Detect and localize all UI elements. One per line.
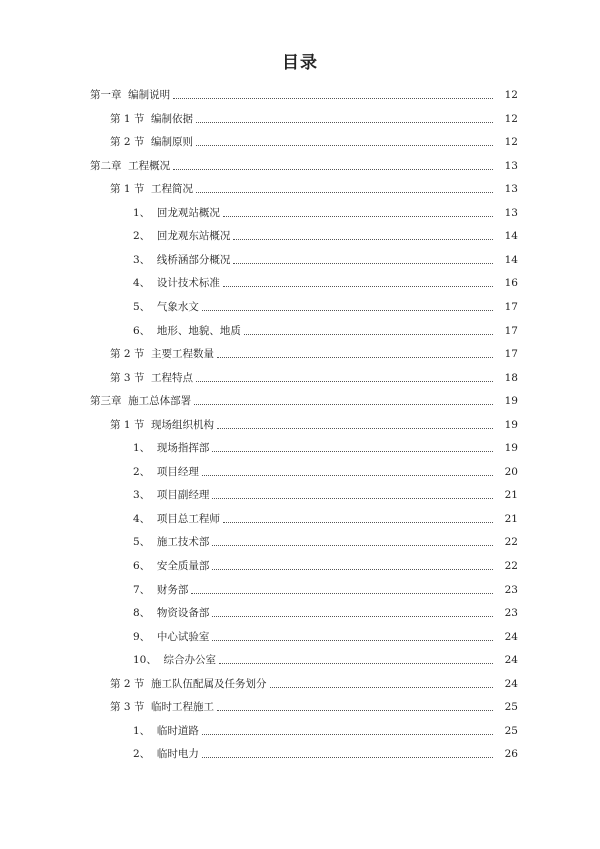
toc-entry-label: 1、 回龙观站概况 <box>133 206 220 219</box>
toc-entry[interactable] <box>0 620 600 644</box>
toc-entry[interactable] <box>0 525 600 549</box>
toc-entry-label: 第 2 节 主要工程数量 <box>110 348 215 361</box>
toc-entry[interactable] <box>0 266 600 290</box>
toc-entry-label: 1、 现场指挥部 <box>133 442 210 455</box>
toc-entry-label: 2、 项目经理 <box>133 465 199 478</box>
toc-entry-page-number: 19 <box>504 442 518 455</box>
toc-entry-page-number: 19 <box>504 418 518 431</box>
toc-entry-page-number: 24 <box>504 630 518 643</box>
toc-entry-page-number: 19 <box>504 395 518 408</box>
toc-entry-label: 2、 回龙观东站概况 <box>133 230 231 243</box>
toc-leader-dots <box>219 663 493 664</box>
toc-entry-page-number: 23 <box>504 583 518 596</box>
toc-entry[interactable] <box>0 573 600 597</box>
toc-entry-label: 5、 气象水文 <box>133 300 199 313</box>
toc-entry-label: 1、 临时道路 <box>133 724 199 737</box>
toc-entry-label: 2、 临时电力 <box>133 748 199 761</box>
toc-entry[interactable] <box>0 361 600 385</box>
toc-entry-page-number: 25 <box>504 701 518 714</box>
toc-leader-dots <box>196 145 493 146</box>
toc-leader-dots <box>223 216 493 217</box>
toc-entry-label: 第 2 节 施工队伍配属及任务划分 <box>110 677 267 690</box>
toc-entry-page-number: 21 <box>504 512 518 525</box>
toc-entry-page-number: 17 <box>504 324 518 337</box>
toc-entry-page-number: 16 <box>504 277 518 290</box>
toc-leader-dots <box>196 122 493 123</box>
toc-leader-dots <box>270 687 493 688</box>
toc-entry-label: 3、 线桥涵部分概况 <box>133 253 231 266</box>
toc-entry[interactable] <box>0 667 600 691</box>
toc-entry-label: 7、 财务部 <box>133 583 189 596</box>
toc-entry[interactable] <box>0 478 600 502</box>
toc-entry-label: 9、 中心试验室 <box>133 630 210 643</box>
toc-entry-label: 第 2 节 编制原则 <box>110 136 194 149</box>
toc-entry-label: 4、 项目总工程师 <box>133 512 220 525</box>
toc-entry[interactable] <box>0 196 600 220</box>
toc-leader-dots <box>217 428 493 429</box>
toc-entry-page-number: 21 <box>504 489 518 502</box>
toc-entry[interactable] <box>0 102 600 126</box>
toc-entry[interactable] <box>0 337 600 361</box>
toc-entry-label: 6、 安全质量部 <box>133 560 210 572</box>
toc-entry[interactable] <box>0 455 600 479</box>
toc-entry-label: 8、 物资设备部 <box>133 607 210 620</box>
toc-leader-dots <box>212 640 493 641</box>
toc-entry-page-number: 13 <box>504 183 518 196</box>
toc-entry-page-number: 12 <box>504 89 518 101</box>
toc-leader-dots <box>191 593 493 594</box>
toc-entry[interactable] <box>0 714 600 738</box>
toc-leader-dots <box>212 569 493 570</box>
toc-entry[interactable] <box>0 690 600 714</box>
toc-entry-page-number: 20 <box>504 465 518 478</box>
toc-entry-page-number: 22 <box>504 560 518 572</box>
toc-leader-dots <box>233 239 493 240</box>
toc-entry-label: 6、 地形、地貌、地质 <box>133 324 241 337</box>
toc-entry-page-number: 13 <box>504 206 518 219</box>
toc-entry-page-number: 18 <box>504 371 518 384</box>
toc-entry[interactable] <box>0 125 600 149</box>
toc-leader-dots <box>217 710 493 711</box>
toc-entry-page-number: 24 <box>504 677 518 690</box>
toc-entry[interactable] <box>0 384 600 408</box>
toc-leader-dots <box>217 357 493 358</box>
toc-entry-page-number: 22 <box>504 536 518 549</box>
toc-entry-page-number: 14 <box>504 230 518 243</box>
toc-leader-dots <box>202 757 493 758</box>
toc-leader-dots <box>233 263 493 264</box>
toc-entry[interactable] <box>0 219 600 243</box>
toc-entry[interactable] <box>0 172 600 196</box>
toc-leader-dots <box>212 451 493 452</box>
toc-entry[interactable] <box>0 149 600 173</box>
toc-entry-page-number: 12 <box>504 136 518 149</box>
toc-entry-label: 第 1 节 编制依据 <box>110 112 194 125</box>
toc-entry-label: 第一章 编制说明 <box>90 89 171 101</box>
toc-entry-label: 第二章 工程概况 <box>90 159 171 172</box>
toc-leader-dots <box>244 334 493 335</box>
toc-entry[interactable] <box>0 596 600 620</box>
toc-leader-dots <box>212 498 493 499</box>
toc-entry-label: 第 3 节 临时工程施工 <box>110 701 215 714</box>
toc-entry-page-number: 24 <box>504 654 518 667</box>
toc-leader-dots <box>212 616 493 617</box>
toc-entry[interactable] <box>0 408 600 432</box>
toc-leader-dots <box>212 545 493 546</box>
toc-leader-dots <box>223 286 493 287</box>
toc-entry-label: 3、 项目副经理 <box>133 489 210 502</box>
toc-entry-label: 5、 施工技术部 <box>133 536 210 549</box>
toc-entry-page-number: 17 <box>504 348 518 361</box>
toc-leader-dots <box>196 381 493 382</box>
toc-entry-page-number: 25 <box>504 724 518 737</box>
toc-entry[interactable] <box>0 737 600 761</box>
toc-entry-page-number: 12 <box>504 112 518 125</box>
toc-entry[interactable] <box>0 290 600 314</box>
toc-entry[interactable] <box>0 549 600 573</box>
toc-entry-label: 第 1 节 现场组织机构 <box>110 418 215 431</box>
toc-leader-dots <box>173 169 493 170</box>
toc-entry-label: 第 1 节 工程简况 <box>110 183 194 196</box>
toc-leader-dots <box>173 98 493 99</box>
page-title: 目录 <box>282 53 318 73</box>
toc-entry[interactable] <box>0 314 600 338</box>
toc-entry[interactable] <box>0 643 600 667</box>
toc-leader-dots <box>202 734 493 735</box>
toc-leader-dots <box>223 522 493 523</box>
toc-leader-dots <box>194 404 493 405</box>
toc-leader-dots <box>202 475 493 476</box>
toc-entry-page-number: 13 <box>504 159 518 172</box>
toc-entry[interactable] <box>0 502 600 526</box>
toc-entry-page-number: 23 <box>504 607 518 620</box>
toc-leader-dots <box>196 192 493 193</box>
toc-entry-label: 第三章 施工总体部署 <box>90 395 192 408</box>
toc-entry-page-number: 26 <box>504 748 518 761</box>
toc-entry-page-number: 17 <box>504 300 518 313</box>
toc-leader-dots <box>202 310 493 311</box>
toc-entry-label: 10、 综合办公室 <box>133 654 217 667</box>
toc-entry-label: 第 3 节 工程特点 <box>110 371 194 384</box>
toc-entry[interactable] <box>0 78 600 102</box>
toc-entry[interactable] <box>0 243 600 267</box>
toc-entry-page-number: 14 <box>504 253 518 266</box>
toc-entry-label: 4、 设计技术标准 <box>133 277 220 290</box>
toc-entry[interactable] <box>0 431 600 455</box>
